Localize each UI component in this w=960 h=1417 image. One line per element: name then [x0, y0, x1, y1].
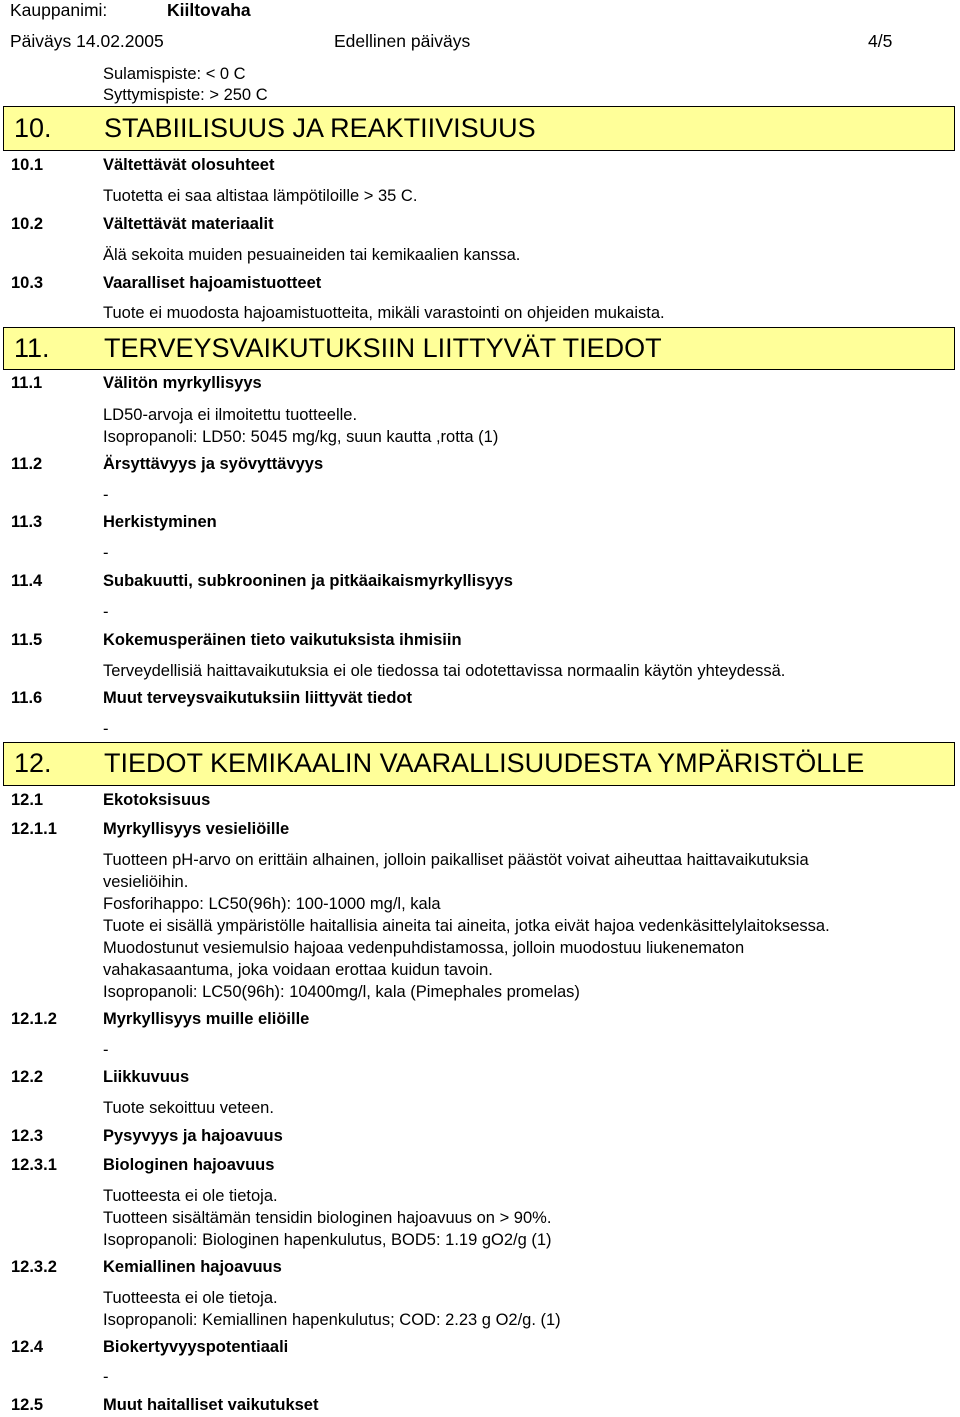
subsection-title: Pysyvyys ja hajoavuus — [103, 1127, 283, 1145]
subsection-text: Tuotteen sisältämän tensidin biologinen hajoavuus on > 90%. — [103, 1209, 552, 1227]
subsection-text: LD50-arvoja ei ilmoitettu tuotteelle. — [103, 406, 358, 424]
subsection-text: Isopropanoli: Kemiallinen hapenkulutus; COD: 2.23 g O2/g. (1) — [103, 1311, 561, 1329]
subsection-number: 10.2 — [11, 215, 44, 233]
subsection-number: 11.5 — [11, 631, 43, 649]
subsection-text: Tuote ei sisällä ympäristölle haitallisia aineita tai aineita, jotka eivät hajoa vedenkäsittelylaitoksessa. — [103, 917, 830, 935]
subsection-number: 10.1 — [11, 156, 44, 174]
subsection-number: 12.2 — [11, 1068, 44, 1086]
subsection-title: Herkistyminen — [103, 513, 217, 531]
subsection-title: Vältettävät materiaalit — [103, 215, 274, 233]
subsection-text: Tuotteen pH-arvo on erittäin alhainen, jolloin paikalliset päästöt voivat aiheuttaa haittavaikutuksia — [103, 851, 809, 869]
subsection-number: 11.3 — [11, 513, 43, 531]
previous-date-label: Edellinen päiväys — [334, 31, 471, 51]
subsection-title: Ekotoksisuus — [103, 791, 211, 809]
subsection-text: - — [103, 544, 109, 562]
section-number: 10. — [14, 113, 52, 143]
subsection-title: Myrkyllisyys muille eliöille — [103, 1010, 310, 1028]
subsection-title: Biokertyvyyspotentiaali — [103, 1338, 289, 1356]
section-title: TIEDOT KEMIKAALIN VAARALLISUUDESTA YMPÄRISTÖLLE — [104, 748, 865, 778]
section-number: 12. — [14, 748, 52, 778]
subsection-text: Älä sekoita muiden pesuaineiden tai kemikaalien kanssa. — [103, 246, 521, 264]
subsection-number: 10.3 — [11, 274, 44, 292]
subsection-title: Biologinen hajoavuus — [103, 1156, 275, 1174]
section-10-heading — [3, 106, 955, 151]
subsection-title: Vältettävät olosuhteet — [103, 156, 275, 174]
subsection-number: 11.4 — [11, 572, 43, 590]
subsection-text: Muodostunut vesiemulsio hajoaa vedenpuhdistamossa, jolloin muodostuu liukenematon — [103, 939, 745, 957]
subsection-number: 12.1.2 — [11, 1010, 57, 1028]
subsection-text: Tuotteesta ei ole tietoja. — [103, 1187, 278, 1205]
subsection-title: Vaaralliset hajoamistuotteet — [103, 274, 322, 292]
subsection-title: Välitön myrkyllisyys — [103, 374, 262, 392]
subsection-text: Tuote sekoittuu veteen. — [103, 1099, 274, 1117]
subsection-number: 12.1.1 — [11, 820, 57, 838]
section-number: 11. — [14, 333, 50, 363]
subsection-number: 12.3.1 — [11, 1156, 57, 1174]
subsection-text: - — [103, 720, 109, 738]
subsection-text: - — [103, 1368, 109, 1386]
subsection-number: 12.3 — [11, 1127, 44, 1145]
subsection-number: 12.1 — [11, 791, 44, 809]
subsection-text: Terveydellisiä haittavaikutuksia ei ole tiedossa tai odotettavissa normaalin käytön yhteydessä. — [103, 662, 786, 680]
subsection-title: Muut haitalliset vaikutukset — [103, 1396, 319, 1414]
subsection-number: 11.1 — [11, 374, 43, 392]
section-title: TERVEYSVAIKUTUKSIIN LIITTYVÄT TIEDOT — [104, 333, 662, 363]
product-label: Kauppanimi: — [10, 0, 108, 20]
product-name: Kiiltovaha — [167, 0, 251, 20]
subsection-number: 11.2 — [11, 455, 43, 473]
subsection-title: Kokemusperäinen tieto vaikutuksista ihmisiin — [103, 631, 462, 649]
date-label: Päiväys 14.02.2005 — [10, 31, 164, 51]
subsection-text: - — [103, 486, 109, 504]
subsection-text: Isopropanoli: LD50: 5045 mg/kg, suun kautta ,rotta (1) — [103, 428, 499, 446]
flash-point: Syttymispiste: > 250 C — [103, 86, 268, 104]
subsection-text: - — [103, 1041, 109, 1059]
subsection-number: 12.5 — [11, 1396, 44, 1414]
subsection-number: 11.6 — [11, 689, 43, 707]
subsection-text: Tuotteesta ei ole tietoja. — [103, 1289, 278, 1307]
subsection-text: Isopropanoli: LC50(96h): 10400mg/l, kala (Pimephales promelas) — [103, 983, 580, 1001]
subsection-text: - — [103, 603, 109, 621]
subsection-text: Isopropanoli: Biologinen hapenkulutus, BOD5: 1.19 gO2/g (1) — [103, 1231, 552, 1249]
section-title: STABIILISUUS JA REAKTIIVISUUS — [104, 113, 536, 143]
page-number: 4/5 — [868, 31, 893, 51]
subsection-text: Tuotetta ei saa altistaa lämpötiloille > 35 C. — [103, 187, 418, 205]
subsection-title: Myrkyllisyys vesieliöille — [103, 820, 290, 838]
subsection-text: vahakasaantuma, joka voidaan erottaa kuidun tavoin. — [103, 961, 493, 979]
subsection-title: Ärsyttävyys ja syövyttävyys — [103, 455, 324, 473]
subsection-title: Kemiallinen hajoavuus — [103, 1258, 282, 1276]
subsection-number: 12.3.2 — [11, 1258, 57, 1276]
subsection-text: Fosforihappo: LC50(96h): 100-1000 mg/l, kala — [103, 895, 441, 913]
section-11-heading — [3, 327, 955, 370]
subsection-title: Muut terveysvaikutuksiin liittyvät tiedot — [103, 689, 412, 707]
subsection-number: 12.4 — [11, 1338, 44, 1356]
melting-point: Sulamispiste: < 0 C — [103, 65, 246, 83]
subsection-title: Subakuutti, subkrooninen ja pitkäaikaismyrkyllisyys — [103, 572, 513, 590]
subsection-title: Liikkuvuus — [103, 1068, 190, 1086]
section-12-heading — [3, 742, 955, 786]
subsection-text: Tuote ei muodosta hajoamistuotteita, mikäli varastointi on ohjeiden mukaista. — [103, 304, 665, 322]
subsection-text: vesieliöihin. — [103, 873, 189, 891]
